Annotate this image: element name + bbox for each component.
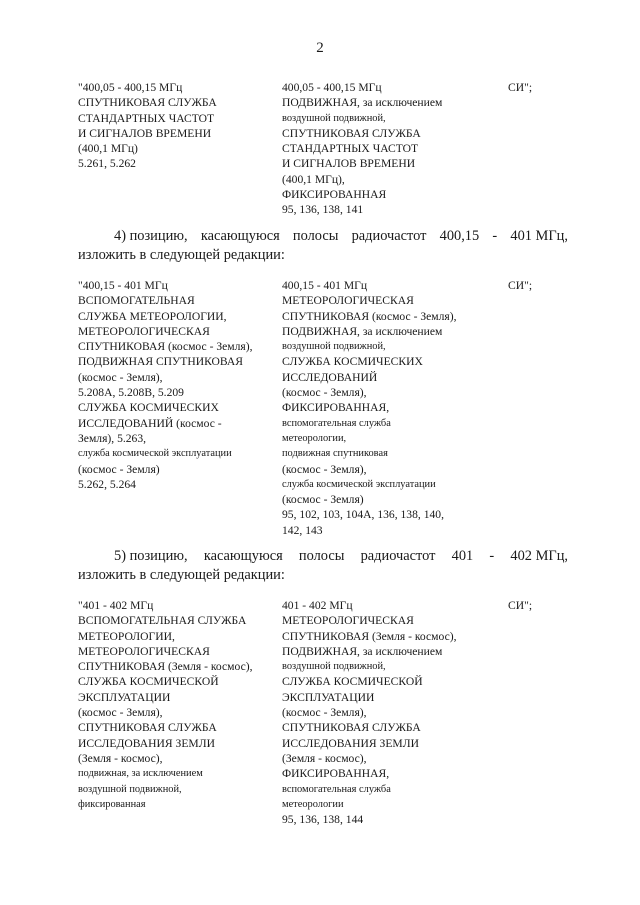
column-category — [508, 598, 578, 613]
allocation-line: подвижная спутниковая — [282, 448, 388, 460]
allocation-line: подвижная, за исключением — [78, 768, 203, 780]
allocation-line: ВСПОМОГАТЕЛЬНАЯ СЛУЖБА — [78, 614, 247, 628]
paragraph-word: - — [489, 548, 495, 564]
allocation-line: служба космической эксплуатации — [282, 478, 436, 490]
allocation-line: ПОДВИЖНАЯ, за исключением — [282, 324, 443, 338]
column-national-allocation — [282, 278, 504, 538]
paragraph-word: 401 МГц, — [510, 228, 568, 244]
allocation-line: ИССЛЕДОВАНИЙ — [282, 370, 378, 384]
allocation-line: ПОДВИЖНАЯ СПУТНИКОВАЯ — [78, 355, 244, 369]
allocation-line: СЛУЖБА МЕТЕОРОЛОГИИ, — [78, 309, 227, 323]
paragraph-first-line — [78, 547, 568, 566]
allocation-line: СПУТНИКОВАЯ СЛУЖБА — [282, 126, 421, 140]
category-label: СИ"; — [508, 279, 533, 292]
paragraph-second-line: изложить в следующей редакции: — [78, 247, 285, 263]
category-label: СИ"; — [508, 81, 533, 94]
column-national-allocation — [282, 598, 504, 827]
paragraph-word: - — [492, 228, 498, 244]
allocation-line: (космос - Земля) — [78, 462, 160, 476]
paragraph-word: полосы — [298, 548, 345, 564]
allocation-line: воздушной подвижной, — [282, 341, 386, 353]
allocation-line: (космос - Земля) — [282, 493, 364, 507]
allocation-line: МЕТЕОРОЛОГИЧЕСКАЯ — [78, 644, 210, 658]
allocation-line: ФИКСИРОВАННАЯ, — [282, 401, 390, 415]
allocation-line: фиксированная — [78, 798, 146, 810]
allocation-line: 95, 136, 138, 144 — [282, 813, 364, 827]
allocation-line: 401 - 402 МГц — [282, 599, 353, 612]
allocation-line: (Земля - космос), — [78, 751, 163, 765]
paragraph-first-line — [78, 227, 568, 246]
allocation-line: 400,15 - 401 МГц — [282, 279, 368, 292]
allocation-line: ФИКСИРОВАННАЯ — [282, 188, 387, 202]
allocation-line: ЭКСПЛУАТАЦИИ — [78, 690, 171, 704]
allocation-line: ИССЛЕДОВАНИЯ ЗЕМЛИ — [78, 736, 215, 750]
paragraph-word: касающуюся — [200, 228, 280, 244]
allocation-line: 5.208А, 5.208В, 5.209 — [78, 386, 184, 400]
allocation-line: СПУТНИКОВАЯ (Земля - космос), — [78, 660, 253, 674]
allocation-line: МЕТЕОРОЛОГИИ, — [78, 629, 175, 643]
allocation-line: "400,05 - 400,15 МГц — [78, 81, 183, 94]
allocation-line: Земля), 5.263, — [78, 431, 147, 445]
allocation-row — [78, 80, 578, 220]
allocation-line: СПУТНИКОВАЯ СЛУЖБА — [282, 721, 421, 735]
allocation-entry-401 — [78, 598, 578, 828]
allocation-line: ПОДВИЖНАЯ, за исключением — [282, 96, 443, 110]
column-national-allocation — [282, 80, 504, 218]
allocation-line: 95, 136, 138, 141 — [282, 203, 364, 217]
allocation-line: СПУТНИКОВАЯ (космос - Земля), — [78, 340, 253, 354]
allocation-line: "401 - 402 МГц — [78, 599, 154, 612]
allocation-row — [78, 598, 578, 828]
paragraph-word: касающуюся — [203, 548, 283, 564]
paragraph-word: 401 — [451, 548, 474, 564]
allocation-line: МЕТЕОРОЛОГИЧЕСКАЯ — [282, 294, 414, 308]
allocation-line: СПУТНИКОВАЯ (Земля - космос), — [282, 629, 457, 643]
column-category — [508, 80, 578, 95]
allocation-line: 5.261, 5.262 — [78, 157, 136, 171]
allocation-line: ИССЛЕДОВАНИЙ (космос - — [78, 416, 222, 430]
allocation-entry-400-15 — [78, 278, 578, 540]
paragraph-word: 4) позицию, — [114, 228, 188, 244]
allocation-line: воздушной подвижной, — [282, 661, 386, 673]
allocation-line: ВСПОМОГАТЕЛЬНАЯ — [78, 294, 195, 308]
allocation-line: (космос - Земля), — [282, 706, 367, 720]
allocation-line: СТАНДАРТНЫХ ЧАСТОТ — [78, 111, 215, 125]
allocation-line: "400,15 - 401 МГц — [78, 279, 168, 292]
column-international-allocation — [78, 80, 278, 172]
column-category — [508, 278, 578, 293]
paragraph-word: радиочастот — [360, 548, 436, 564]
category-label: СИ"; — [508, 599, 533, 612]
allocation-line: (Земля - космос), — [282, 751, 367, 765]
allocation-line: вспомогательная служба — [282, 783, 391, 795]
column-international-allocation — [78, 598, 278, 812]
allocation-line: метеорологии, — [282, 432, 347, 444]
column-international-allocation — [78, 278, 278, 492]
allocation-entry-400-05 — [78, 80, 578, 220]
allocation-line: (400,1 МГц) — [78, 142, 138, 156]
allocation-line: ИССЛЕДОВАНИЯ ЗЕМЛИ — [282, 736, 419, 750]
allocation-line: 142, 143 — [282, 523, 323, 537]
allocation-line: 95, 102, 103, 104А, 136, 138, 140, — [282, 508, 444, 522]
allocation-line: воздушной подвижной, — [78, 783, 182, 795]
allocation-line: служба космической эксплуатации — [78, 448, 232, 460]
allocation-line: СЛУЖБА КОСМИЧЕСКОЙ — [78, 675, 219, 689]
allocation-line: (космос - Земля), — [78, 370, 163, 384]
allocation-line: ЭКСПЛУАТАЦИИ — [282, 690, 375, 704]
allocation-line: метеорологии — [282, 798, 344, 810]
allocation-line: И СИГНАЛОВ ВРЕМЕНИ — [78, 126, 212, 140]
paragraph-word: 400,15 — [439, 228, 480, 244]
allocation-line: СПУТНИКОВАЯ СЛУЖБА — [78, 96, 217, 110]
paragraph-word: 5) позицию, — [114, 548, 188, 564]
allocation-line: воздушной подвижной, — [282, 112, 386, 124]
allocation-line: СЛУЖБА КОСМИЧЕСКИХ — [78, 401, 219, 415]
allocation-line: СТАНДАРТНЫХ ЧАСТОТ — [282, 142, 419, 156]
allocation-line: 400,05 - 400,15 МГц — [282, 81, 382, 94]
allocation-line: МЕТЕОРОЛОГИЧЕСКАЯ — [282, 614, 414, 628]
allocation-line: ФИКСИРОВАННАЯ, — [282, 767, 390, 781]
allocation-line: СЛУЖБА КОСМИЧЕСКОЙ — [282, 675, 423, 689]
allocation-line: (космос - Земля), — [78, 706, 163, 720]
paragraph-word: 402 МГц, — [510, 548, 568, 564]
allocation-line: МЕТЕОРОЛОГИЧЕСКАЯ — [78, 324, 210, 338]
paragraph-second-line: изложить в следующей редакции: — [78, 567, 285, 583]
allocation-line: И СИГНАЛОВ ВРЕМЕНИ — [282, 157, 416, 171]
allocation-line: СПУТНИКОВАЯ (космос - Земля), — [282, 309, 457, 323]
allocation-line: ПОДВИЖНАЯ, за исключением — [282, 644, 443, 658]
allocation-line: СПУТНИКОВАЯ СЛУЖБА — [78, 721, 217, 735]
allocation-line: (космос - Земля), — [282, 386, 367, 400]
paragraph-item-5 — [78, 547, 568, 585]
paragraph-word: радиочастот — [351, 228, 427, 244]
allocation-line: 5.262, 5.264 — [78, 477, 136, 491]
allocation-line: (400,1 МГц), — [282, 172, 345, 186]
paragraph-word: полосы — [292, 228, 339, 244]
allocation-line: СЛУЖБА КОСМИЧЕСКИХ — [282, 355, 423, 369]
allocation-line: вспомогательная служба — [282, 417, 391, 429]
allocation-row — [78, 278, 578, 540]
allocation-line: (космос - Земля), — [282, 462, 367, 476]
paragraph-item-4 — [78, 227, 568, 265]
page-number: 2 — [316, 40, 324, 56]
